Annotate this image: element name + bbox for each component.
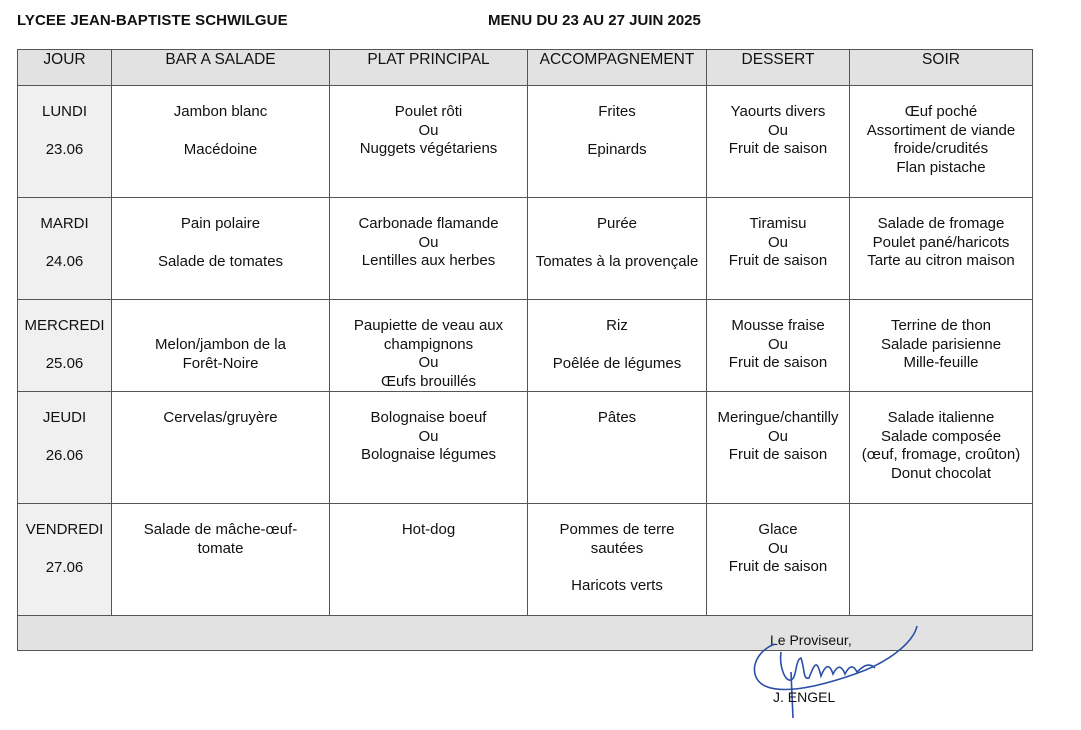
col-header-plat: PLAT PRINCIPAL [330,50,528,86]
school-name: LYCEE JEAN-BAPTISTE SCHWILGUE [17,12,288,29]
menu-item: Nuggets végétariens [359,140,498,157]
menu-item: Bolognaise boeuf [370,409,487,426]
day-date: 27.06 [45,558,84,576]
menu-item: Epinards [587,140,647,158]
menu-item: Purée [596,215,638,232]
menu-title: MENU DU 23 AU 27 JUIN 2025 [488,12,701,29]
table-row [18,198,1033,300]
accompagnement-cell [528,198,707,300]
menu-item: Fruit de saison [728,252,828,269]
menu-item: Ou [767,121,788,139]
menu-item: Donut chocolat [890,464,992,482]
plat-cell [330,86,528,198]
soir-cell [850,504,1033,616]
menu-table [17,49,1033,651]
menu-item: Carbonade flamande [358,215,499,232]
menu-item: Pâtes [597,409,637,426]
day-name: JEUDI [42,409,87,426]
menu-item: Cervelas/gruyère [163,409,278,426]
day-name: VENDREDI [25,521,104,538]
soir-cell [850,86,1033,198]
menu-item: Hot-dog [401,521,456,538]
day-date: 26.06 [45,446,84,464]
menu-item: Yaourts divers [730,103,826,120]
salade-cell [112,300,330,392]
menu-item: Tomates à la provençale [535,252,699,270]
menu-item: Ou [418,121,439,139]
menu-item: Glace [758,521,798,538]
menu-item: Ou [418,233,439,251]
menu-item: Fruit de saison [728,446,828,463]
menu-item: Pommes de terre [559,521,675,538]
menu-item: Tiramisu [749,215,807,232]
day-cell [18,198,112,300]
salade-cell [112,86,330,198]
menu-item: Haricots verts [571,577,663,594]
table-row [18,86,1033,198]
day-cell [18,300,112,392]
menu-item: Salade de tomates [157,252,284,270]
menu-item: Mille-feuille [903,354,979,371]
plat-cell [330,300,528,392]
day-cell [18,392,112,504]
menu-item: Ou [767,427,788,445]
menu-item: sautées [590,539,644,557]
menu-item: Jambon blanc [173,103,268,120]
menu-item: Salade parisienne [880,335,1002,353]
col-header-dessert: DESSERT [707,50,850,86]
table-row [18,392,1033,504]
signature-name: J. ENGEL [773,689,836,705]
dessert-cell [707,504,850,616]
day-cell [18,86,112,198]
menu-item: Poêlée de légumes [552,354,682,372]
menu-item: Frites [598,103,636,120]
salade-cell [112,198,330,300]
dessert-cell [707,300,850,392]
menu-item: Mousse fraise [731,317,825,334]
menu-item: Salade de mâche-œuf- [143,521,298,538]
soir-cell [850,198,1033,300]
salade-cell [112,392,330,504]
table-row [18,504,1033,616]
menu-item: Ou [767,335,788,353]
menu-item: Salade composée [880,427,1002,445]
menu-item: froide/crudités [893,140,989,157]
dessert-cell [707,86,850,198]
menu-item: Ou [418,427,439,445]
menu-item: Tarte au citron maison [867,252,1015,269]
menu-item: Œuf poché [904,103,978,120]
menu-item: Lentilles aux herbes [361,252,496,269]
menu-item: Meringue/chantilly [717,409,839,426]
menu-item: Salade italienne [887,409,995,426]
table-row [18,300,1033,392]
menu-item: Bolognaise légumes [360,446,497,463]
dessert-cell [707,198,850,300]
menu-item: champignons [383,335,474,353]
accompagnement-cell [528,300,707,392]
menu-item: Assortiment de viande [866,121,1016,139]
menu-item: Œufs brouillés [380,372,477,390]
plat-cell [330,198,528,300]
day-date: 24.06 [45,252,84,270]
day-name: MARDI [40,215,89,232]
menu-item: Salade de fromage [877,215,1005,232]
soir-cell [850,392,1033,504]
day-name: LUNDI [41,103,87,120]
accompagnement-cell [528,392,707,504]
header-row [18,50,1033,86]
col-header-jour: JOUR [18,50,112,86]
plat-cell [330,392,528,504]
menu-item: Ou [418,354,439,371]
menu-item: Paupiette de veau aux [353,317,504,334]
accompagnement-cell [528,504,707,616]
day-date: 23.06 [45,140,84,158]
menu-item: Fruit de saison [728,354,828,371]
soir-cell [850,300,1033,392]
menu-item: Terrine de thon [890,317,992,334]
menu-item: Ou [767,233,788,251]
menu-item: Riz [606,317,628,334]
menu-item: tomate [197,539,244,557]
day-cell [18,504,112,616]
accompagnement-cell [528,86,707,198]
day-name: MERCREDI [24,317,105,334]
menu-item: Fruit de saison [728,140,828,157]
menu-item: Ou [767,539,788,557]
plat-cell [330,504,528,616]
menu-item: Fruit de saison [728,558,828,575]
menu-item: Poulet pané/haricots [872,233,1010,251]
menu-item: Pain polaire [180,215,261,232]
menu-item: (œuf, fromage, croûton) [861,446,1021,463]
handwritten-signature [745,622,925,722]
col-header-salade: BAR A SALADE [112,50,330,86]
col-header-soir: SOIR [850,50,1033,86]
menu-item: Melon/jambon de la [155,336,286,353]
salade-cell [112,504,330,616]
dessert-cell [707,392,850,504]
menu-item: Macédoine [183,140,258,158]
day-date: 25.06 [45,354,84,372]
col-header-accompagnement: ACCOMPAGNEMENT [528,50,707,86]
menu-item: Poulet rôti [394,103,463,120]
signature-title: Le Proviseur, [770,632,852,648]
menu-item: Forêt-Noire [182,354,259,372]
menu-item: Flan pistache [896,158,986,176]
